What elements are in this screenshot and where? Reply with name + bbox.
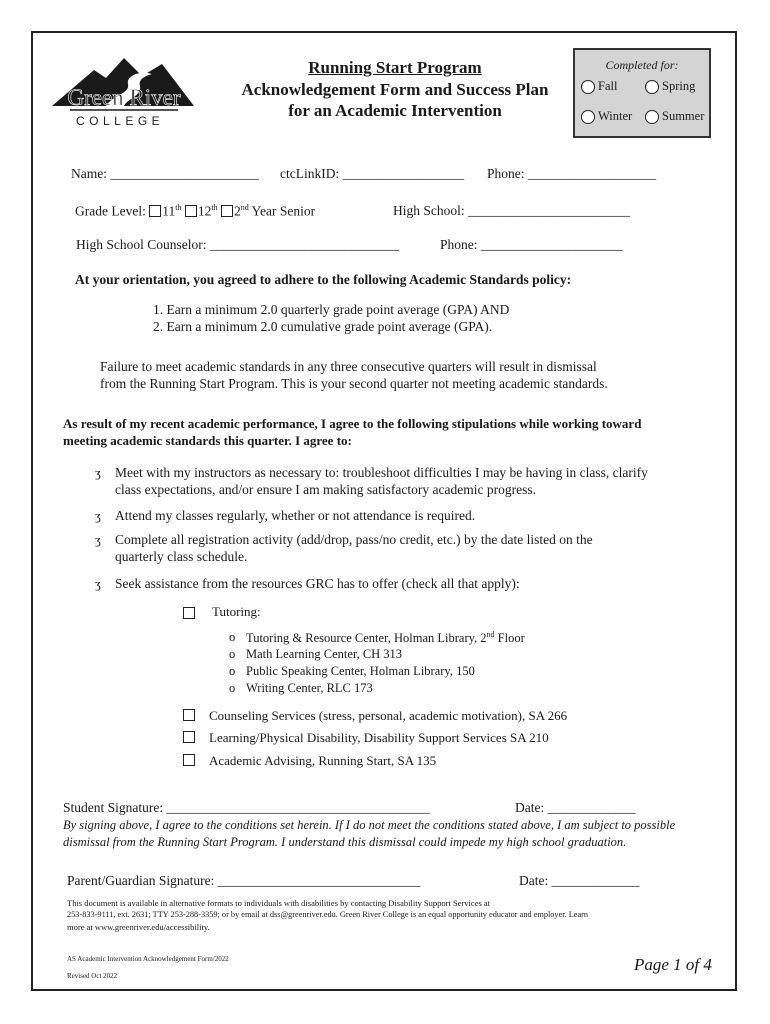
radio-circle[interactable] — [581, 110, 595, 124]
tutoring-item: Public Speaking Center, Holman Library, 150 — [246, 664, 475, 678]
option-fall[interactable]: Fall — [581, 79, 617, 94]
stipulation-item: Attend my classes regularly, whether or not attendance is required. — [115, 508, 476, 523]
option-spring[interactable]: Spring — [645, 79, 695, 94]
stipulations-heading: meeting academic standards this quarter. I agree to: — [63, 433, 352, 448]
option-winter[interactable]: Winter — [581, 109, 632, 124]
counselor-field[interactable]: High School Counselor: ____________________________ — [76, 237, 399, 252]
title-intervention: for an Academic Intervention — [288, 101, 502, 120]
policy-item: 1. Earn a minimum 2.0 quarterly grade point average (GPA) AND — [153, 302, 510, 317]
signature-statement: By signing above, I agree to the conditions set herein. If I do not meet the conditions stated above, I am subject to possible — [63, 818, 676, 832]
grade-level-row: Grade Level: 11th 12th 2nd Year Senior — [75, 203, 316, 219]
policy-item: 2. Earn a minimum 2.0 cumulative grade point average (GPA). — [153, 319, 493, 334]
radio-circle[interactable] — [645, 110, 659, 124]
resource-item: Counseling Services (stress, personal, academic motivation), SA 266 — [209, 708, 568, 723]
grade-senior-checkbox[interactable] — [221, 205, 233, 217]
student-date-field[interactable]: Date: _____________ — [515, 800, 636, 815]
stipulation-item: Seek assistance from the resources GRC has to offer (check all that apply): — [115, 576, 520, 591]
ctclink-field[interactable]: ctcLinkID: __________________ — [280, 166, 465, 181]
parent-signature-field[interactable]: Parent/Guardian Signature: ______________________________ — [67, 873, 421, 888]
completed-for-label: Completed for: — [605, 58, 679, 72]
completed-for-box — [573, 48, 711, 138]
stipulations-heading: As result of my recent academic performance, I agree to the following stipulations while working toward — [63, 416, 642, 431]
student-signature-field[interactable]: Student Signature: _______________________________________ — [63, 800, 430, 815]
stipulation-item: Complete all registration activity (add/drop, pass/no credit, etc.) by the date listed on the quarterly class schedule. — [115, 532, 593, 564]
accessibility-notice: more at www.greenriver.edu/accessibility. — [67, 922, 210, 932]
counseling-checkbox[interactable] — [183, 709, 195, 721]
grade-11-checkbox[interactable] — [149, 205, 161, 217]
stipulation-item: Meet with my instructors as necessary to: troubleshoot difficulties I may be having in class, clarify class expectations, and/or ensure I am making satisfactory academic progress. — [115, 465, 648, 497]
accessibility-notice: 253-833-9111, ext. 2631; TTY 253-288-3359; or by email at dss@greenriver.edu. Green River College is an equal opportunity educator and employer. Learn — [67, 910, 589, 919]
tutoring-item: Writing Center, RLC 173 — [246, 681, 373, 695]
title-program: Running Start Program — [308, 58, 482, 77]
counselor-phone-field[interactable]: Phone: _____________________ — [440, 237, 623, 252]
tutoring-item: Math Learning Center, CH 313 — [246, 647, 403, 661]
sub-bullet-icon: o — [229, 664, 236, 678]
advising-checkbox[interactable] — [183, 754, 195, 766]
failure-text: Failure to meet academic standards in any three consecutive quarters will result in dismissal — [100, 359, 597, 374]
grade-level-label: Grade Level: — [75, 203, 146, 219]
sub-bullet-icon: o — [229, 647, 236, 661]
form-name: AS Academic Intervention Acknowledgement Form/2022 — [67, 955, 229, 963]
high-school-field[interactable]: High School: ________________________ — [393, 203, 631, 218]
title-form: Acknowledgement Form and Success Plan — [241, 80, 549, 99]
policy-heading: At your orientation, you agreed to adhere to the following Academic Standards policy: — [75, 272, 572, 287]
bullet-icon: ʒ — [95, 532, 101, 547]
tutoring-item: Tutoring & Resource Center, Holman Library, 2nd Floor — [246, 630, 525, 646]
revised-date: Revised Oct 2022 — [67, 972, 118, 980]
disability-checkbox[interactable] — [183, 731, 195, 743]
signature-statement: dismissal from the Running Start Program. I understand this dismissal could impede my high school graduation. — [63, 835, 627, 849]
accessibility-notice: This document is available in alternative formats to individuals with disabilities by contacting Disability Support Services at — [67, 898, 491, 908]
option-summer[interactable]: Summer — [645, 109, 704, 124]
tutoring-checkbox[interactable] — [183, 607, 195, 619]
grade-12-checkbox[interactable] — [185, 205, 197, 217]
name-field[interactable]: Name: ______________________ — [71, 166, 259, 181]
college-label: COLLEGE — [76, 114, 165, 128]
sub-bullet-icon: o — [229, 681, 236, 695]
resource-item: Learning/Physical Disability, Disability Support Services SA 210 — [209, 730, 549, 745]
radio-circle[interactable] — [581, 80, 595, 94]
parent-date-field[interactable]: Date: _____________ — [519, 873, 640, 888]
failure-text: from the Running Start Program. This is your second quarter not meeting academic standards. — [100, 376, 608, 391]
page-number: Page 1 of 4 — [634, 955, 712, 974]
tutoring-label: Tutoring: — [212, 604, 261, 619]
bullet-icon: ʒ — [95, 508, 101, 523]
logo-text: Green River — [67, 85, 181, 110]
bullet-icon: ʒ — [95, 576, 101, 591]
bullet-icon: ʒ — [95, 465, 101, 480]
resource-item: Academic Advising, Running Start, SA 135 — [209, 753, 437, 768]
radio-circle[interactable] — [645, 80, 659, 94]
phone-field[interactable]: Phone: ___________________ — [487, 166, 657, 181]
sub-bullet-icon: o — [229, 630, 236, 644]
